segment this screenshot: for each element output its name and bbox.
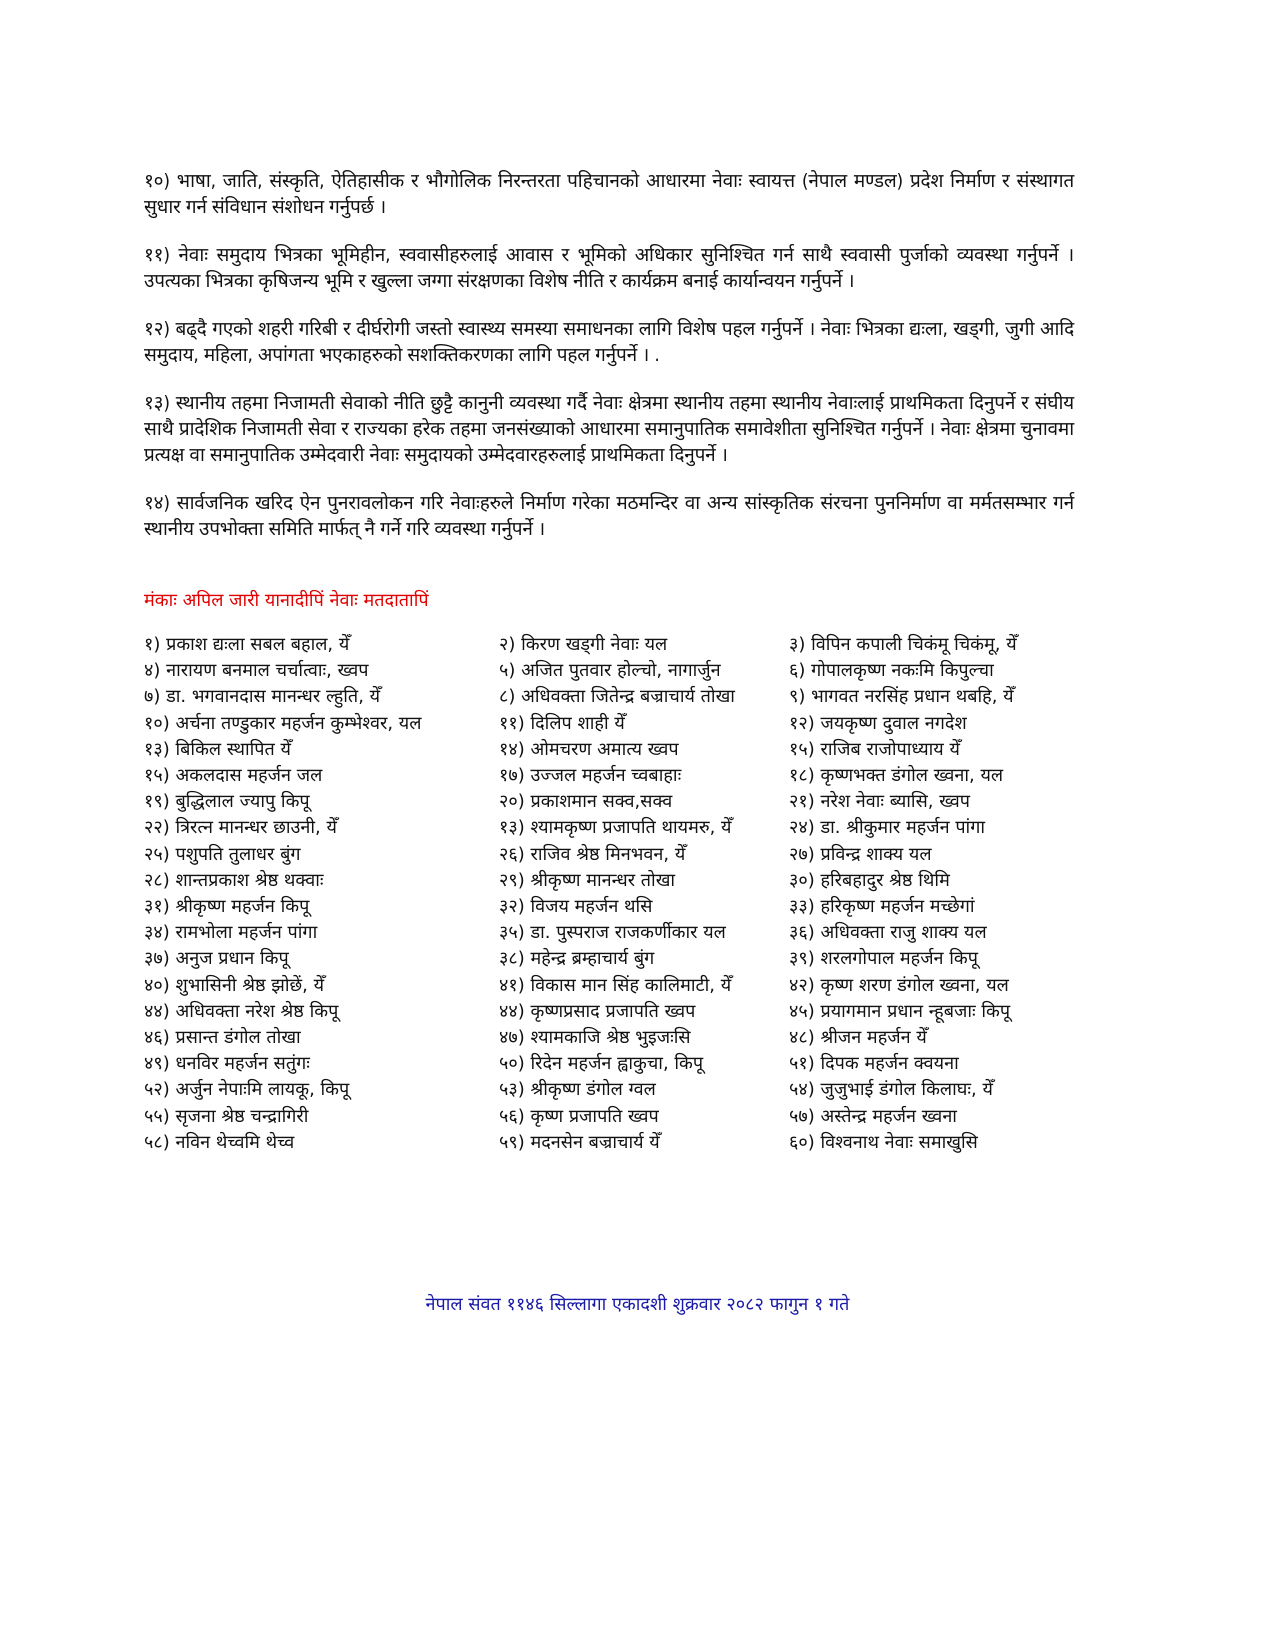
signatory-item: २४) डा. श्रीकुमार महर्जन पांगा [789, 817, 986, 839]
signatory-item: ४०) शुभासिनी श्रेष्ठ झोछें, येँ [144, 974, 325, 996]
signatory-item: ५६) कृष्ण प्रजापति ख्वप [499, 1105, 659, 1127]
signatory-item: ४१) विकास मान सिंह कालिमाटी, येँ [499, 974, 732, 996]
signatory-item: ५०) रिदेन महर्जन ह्वाकुचा, किपू [499, 1053, 704, 1075]
appeal-heading: मंकाः अपिल जारी यानादीपिं नेवाः मतदातापिं [144, 590, 429, 611]
signatory-item: ३५) डा. पुस्पराज राजकर्णीकार यल [499, 922, 726, 944]
signatory-item: ३०) हरिबहादुर श्रेष्ठ थिमि [789, 869, 950, 891]
signatory-item: ४२) कृष्ण शरण डंगोल ख्वना, यल [789, 974, 1009, 996]
signatory-item: ४४) अधिवक्ता नरेश श्रेष्ठ किपू [144, 1000, 339, 1022]
demand-paragraph-13: १३) स्थानीय तहमा निजामती सेवाको नीति छुट्टै कानुनी व्यवस्था गर्दै नेवाः क्षेत्रमा स्थानीय तहमा स्थानीय नेवाःलाई प्राथमिकता दिनुपर्ने र संघीय साथै प्रादेशिक निजामती सेवा र राज्यका हरेक तहमा जनसंख्याको आधारमा समानुपातिक समावेशीता सुनिश्चित गर्नुपर्ने । नेवाः क्षेत्रमा चुनावमा प्रत्यक्ष वा समानुपातिक उम्मेदवारी नेवाः समुदायको उम्मेदवारहरुलाई प्राथमिकता दिनुपर्ने । [144, 392, 1074, 466]
signatory-item: २६) राजिव श्रेष्ठ मिनभवन, येँ [499, 843, 686, 865]
signatory-item: ५४) जुजुभाई डंगोल किलाघः, येँ [789, 1079, 993, 1101]
signatory-item: ६०) विश्वनाथ नेवाः समाखुसि [789, 1131, 978, 1153]
signatory-item: १०) अर्चना तण्डुकार महर्जन कुम्भेश्वर, यल [144, 712, 422, 734]
signatory-item: १२) जयकृष्ण दुवाल नगदेश [789, 712, 967, 734]
signatory-item: १५) राजिब राजोपाध्याय येँ [789, 738, 960, 760]
signatory-item: १८) कृष्णभक्त डंगोल ख्वना, यल [789, 765, 1004, 787]
signatory-item: ३२) विजय महर्जन थसि [499, 896, 653, 918]
signatory-item: ४) नारायण बनमाल चर्चात्वाः, ख्वप [144, 660, 369, 682]
signatory-item: ५९) मदनसेन बज्राचार्य येँ [499, 1131, 660, 1153]
signatory-item: २१) नरेश नेवाः ब्यासि, ख्वप [789, 791, 971, 813]
signatory-item: ६) गोपालकृष्ण नकःमि किपुल्चा [789, 660, 994, 682]
signatory-item: ३६) अधिवक्ता राजु शाक्य यल [789, 922, 987, 944]
signatory-item: १३) बिकिल स्थापित येँ [144, 738, 291, 760]
signatory-item: २७) प्रविन्द्र शाक्य यल [789, 843, 932, 865]
signatory-item: ५५) सृजना श्रेष्ठ चन्द्रागिरी [144, 1105, 309, 1127]
signatory-item: १९) बुद्धिलाल ज्यापु किपू [144, 791, 310, 813]
demand-paragraph-12: १२) बढ्दै गएको शहरी गरिबी र दीर्घरोगी जस्तो स्वास्थ्य समस्या समाधनका लागि विशेष पहल गर्नुपर्ने । नेवाः भित्रका द्यःला, खड्गी, जुगी आदि समुदाय, महिला, अपांगता भएकाहरुको सशक्तिकरणका लागि पहल गर्नुपर्ने । . [144, 318, 1074, 366]
signatory-item: ४८) श्रीजन महर्जन येँ [789, 1027, 927, 1049]
signatory-item: १५) अकलदास महर्जन जल [144, 765, 323, 787]
demand-paragraph-11: ११) नेवाः समुदाय भित्रका भूमिहीन, स्ववासीहरुलाई आवास र भूमिको अधिकार सुनिश्चित गर्न साथै स्ववासी पुर्जाको व्यवस्था गर्नुपर्ने । उपत्यका भित्रका कृषिजन्य भूमि र खुल्ला जग्गा संरक्षणका विशेष नीति र कार्यक्रम बनाई कार्यान्वयन गर्नुपर्ने । [144, 244, 1074, 292]
signatory-item: ३८) महेन्द्र ब्रम्हाचार्य बुंग [499, 948, 655, 970]
signatory-item: ७) डा. भगवानदास मानन्धर ल्हुति, येँ [144, 686, 381, 708]
signatory-item: १३) श्यामकृष्ण प्रजापति थायमरु, येँ [499, 817, 732, 839]
signatory-item: २) किरण खड्गी नेवाः यल [499, 634, 668, 655]
signatory-item: १४) ओमचरण अमात्य ख्वप [499, 738, 679, 760]
demand-paragraph-14: १४) सार्वजनिक खरिद ऐन पुनरावलोकन गरि नेवाःहरुले निर्माण गरेका मठमन्दिर वा अन्य सांस्कृतिक संरचना पुननिर्माण वा मर्मतसम्भार गर्न स्थानीय उपभोक्ता समिति मार्फत् नै गर्ने गरि व्यवस्था गर्नुपर्ने । [144, 492, 1074, 540]
signatory-item: ५१) दिपक महर्जन क्वयना [789, 1053, 959, 1075]
signatory-item: २०) प्रकाशमान सक्व,सक्व [499, 791, 673, 813]
signatory-item: ४९) धनविर महर्जन सतुंगः [144, 1053, 310, 1075]
signatory-item: ४६) प्रसान्त डंगोल तोखा [144, 1027, 301, 1049]
signatory-item: ४५) प्रयागमान प्रधान न्हूबजाः किपू [789, 1000, 1011, 1022]
signatory-item: ३९) शरलगोपाल महर्जन किपू [789, 948, 978, 970]
signatory-item: २८) शान्तप्रकाश श्रेष्ठ थक्वाः [144, 869, 324, 891]
signatory-item: ११) दिलिप शाही येँ [499, 712, 625, 734]
signatory-item: ५८) नविन थेच्वमि थेच्व [144, 1131, 295, 1153]
signatory-item: ९) भागवत नरसिंह प्रधान थबहि, येँ [789, 686, 1014, 708]
signatory-item: ४४) कृष्णप्रसाद प्रजापति ख्वप [499, 1000, 696, 1022]
signatory-item: ५७) अस्तेन्द्र महर्जन ख्वना [789, 1105, 957, 1127]
footer-date: नेपाल संवत ११४६ सिल्लागा एकादशी शुक्रवार २०८२ फागुन १ गते [425, 1294, 850, 1315]
signatory-item: ३) विपिन कपाली चिकंमू चिकंमू, येँ [789, 634, 1017, 655]
signatory-item: ५३) श्रीकृष्ण डंगोल ग्वल [499, 1079, 656, 1101]
signatory-item: २५) पशुपति तुलाधर बुंग [144, 843, 301, 865]
signatory-item: ३४) रामभोला महर्जन पांगा [144, 922, 318, 944]
signatory-item: २९) श्रीकृष्ण मानन्धर तोखा [499, 869, 676, 891]
signatory-item: ३१) श्रीकृष्ण महर्जन किपू [144, 896, 310, 918]
signatory-item: १) प्रकाश द्यःला सबल बहाल, येँ [144, 634, 350, 655]
signatory-item: ३७) अनुज प्रधान किपू [144, 948, 289, 970]
signatory-list [144, 632, 1074, 1156]
demand-paragraph-10: १०) भाषा, जाति, संस्कृति, ऐतिहासीक र भौगोलिक निरन्तरता पहिचानको आधारमा नेवाः स्वायत्त (नेपाल मण्डल) प्रदेश निर्माण र संस्थागत सुधार गर्न संविधान संशोधन गर्नुपर्छ । [144, 170, 1074, 218]
signatory-item: ३३) हरिकृष्ण महर्जन मच्छेगां [789, 896, 975, 918]
signatory-item: ५) अजित पुतवार होल्चो, नागार्जुन [499, 660, 721, 682]
signatory-item: ४७) श्यामकाजि श्रेष्ठ भुइजःसि [499, 1027, 691, 1049]
signatory-item: २२) त्रिरत्न मानन्धर छाउनी, येँ [144, 817, 337, 839]
signatory-item: १७) उज्जल महर्जन च्वबाहाः [499, 765, 682, 787]
signatory-item: ८) अधिवक्ता जितेन्द्र बज्राचार्य तोखा [499, 686, 735, 708]
signatory-item: ५२) अर्जुन नेपाःमि लायकू, किपू [144, 1079, 350, 1101]
document-body [144, 168, 1074, 1156]
